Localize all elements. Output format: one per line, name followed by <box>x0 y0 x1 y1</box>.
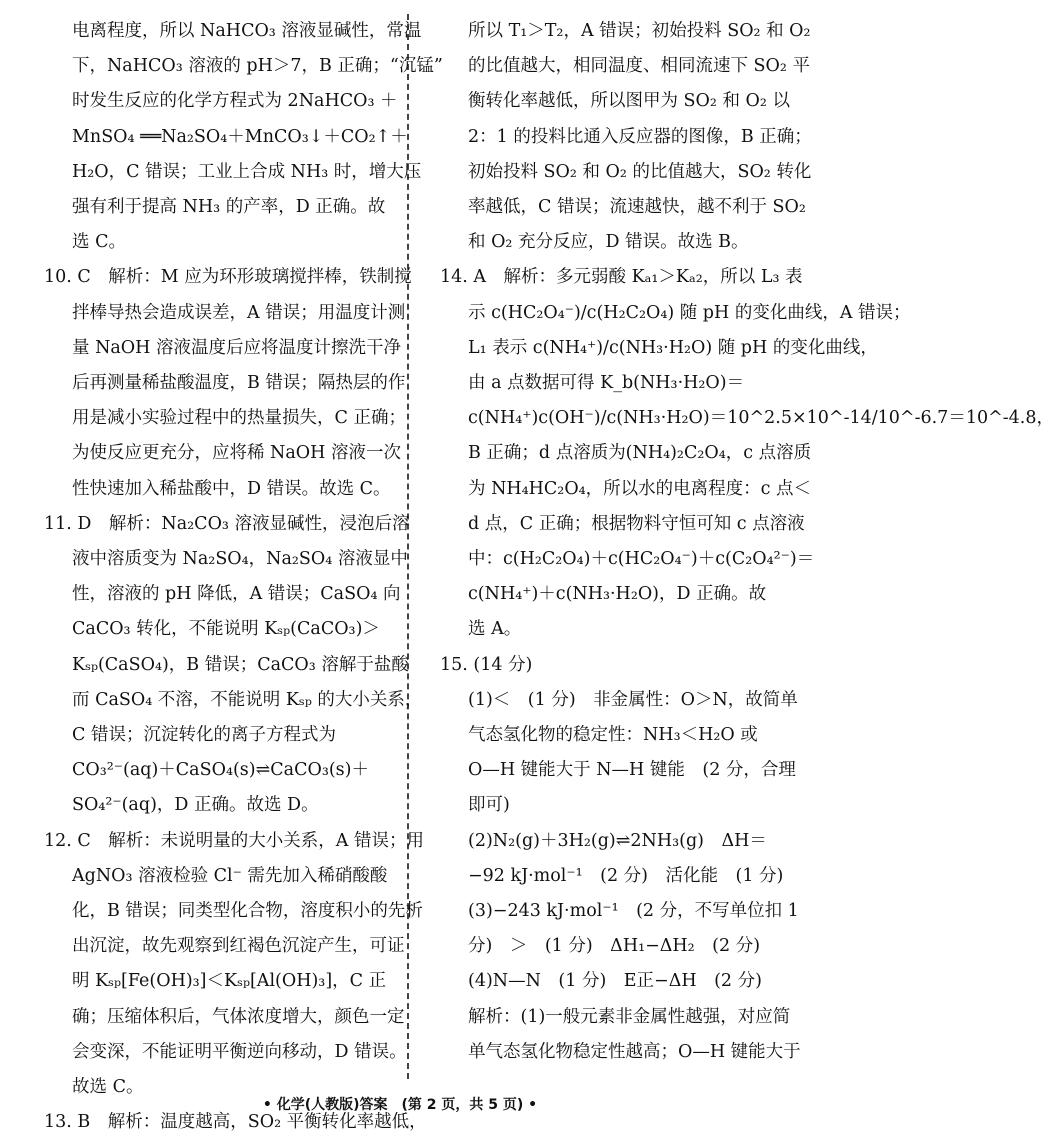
text-line: 化，B 错误；同类型化合物，溶度积小的先析 <box>72 901 423 922</box>
text-line: C 错误；沉淀转化的离子方程式为 <box>72 725 336 746</box>
answer-14-heading: 14. A 解析：多元弱酸 Kₐ₁＞Kₐ₂，所以 L₃ 表 <box>440 267 803 288</box>
text-line: (4)N—N (1 分) E正−ΔH (2 分) <box>468 971 762 992</box>
text-line: c(NH₄⁺)＋c(NH₃·H₂O)，D 正确。故 <box>468 584 767 605</box>
text-line: 拌棒导热会造成误差，A 错误；用温度计测 <box>72 302 406 323</box>
text-line: 量 NaOH 溶液温度后应将温度计擦洗干净 <box>72 337 401 358</box>
text-line: (2)N₂(g)＋3H₂(g)⇌2NH₃(g) ΔH＝ <box>468 830 767 851</box>
text-line: CO₃²⁻(aq)＋CaSO₄(s)⇌CaCO₃(s)＋ <box>72 760 369 781</box>
text-line: 强有利于提高 NH₃ 的产率，D 正确。故 <box>72 197 386 218</box>
text-line: 和 O₂ 充分反应，D 错误。故选 B。 <box>468 232 749 253</box>
text-line: 衡转化率越低，所以图甲为 SO₂ 和 O₂ 以 <box>468 91 790 112</box>
text-line: MnSO₄ ══Na₂SO₄＋MnCO₃↓＋CO₂↑＋ <box>72 126 408 147</box>
text-line: 为 NH₄HC₂O₄，所以水的电离程度：c 点＜ <box>468 478 812 499</box>
text-line: 电离程度，所以 NaHCO₃ 溶液显碱性，常温 <box>72 21 422 41</box>
text-line: 用是减小实验过程中的热量损失，C 正确； <box>72 408 406 429</box>
text-line: 故选 C。 <box>72 1077 144 1098</box>
text-line: (3)−243 kJ·mol⁻¹ (2 分，不写单位扣 1 <box>468 901 799 922</box>
text-line: 所以 T₁＞T₂，A 错误；初始投料 SO₂ 和 O₂ <box>468 21 811 41</box>
text-line: 气态氢化物的稳定性：NH₃＜H₂O 或 <box>468 725 758 746</box>
page-footer: • 化学(人教版)答案 (第 2 页，共 5 页) • <box>262 1097 538 1113</box>
answer-11-heading: 11. D 解析：Na₂CO₃ 溶液显碱性，浸泡后溶 <box>44 513 410 534</box>
text-line: 选 A。 <box>468 619 522 640</box>
text-line: O—H 键能大于 N—H 键能 (2 分，合理 <box>468 760 796 781</box>
formula-line: 示 c(HC₂O₄⁻)/c(H₂C₂O₄) 随 pH 的变化曲线，A 错误； <box>468 302 911 323</box>
text-line: d 点，C 正确；根据物料守恒可知 c 点溶液 <box>468 513 805 534</box>
text-line: 性快速加入稀盐酸中，D 错误。故选 C。 <box>72 478 391 499</box>
text-line: SO₄²⁻(aq)，D 正确。故选 D。 <box>72 795 319 816</box>
right-column <box>440 14 1054 1070</box>
text-line: 下，NaHCO₃ 溶液的 pH＞7，B 正确；“沉锰” <box>72 56 443 77</box>
text-line: 性，溶液的 pH 降低，A 错误；CaSO₄ 向 <box>72 584 401 605</box>
text-line: H₂O，C 错误；工业上合成 NH₃ 时，增大压 <box>72 161 422 182</box>
answer-12-heading: 12. C 解析：未说明量的大小关系，A 错误；用 <box>44 830 424 851</box>
text-line: 单气态氢化物稳定性越高；O—H 键能大于 <box>468 1041 801 1062</box>
text-line: 为使反应更充分，应将稀 NaOH 溶液一次 <box>72 443 401 464</box>
text-line: 后再测量稀盐酸温度，B 错误；隔热层的作 <box>72 373 406 394</box>
text-line: 解析：(1)一般元素非金属性越强，对应简 <box>468 1006 791 1027</box>
text-line: Kₛₚ(CaSO₄)，B 错误；CaCO₃ 溶解于盐酸 <box>72 654 409 675</box>
text-line: 即可) <box>468 795 510 816</box>
answer-15-heading: 15. (14 分) <box>440 654 533 675</box>
text-line: 中：c(H₂C₂O₄)＋c(HC₂O₄⁻)＋c(C₂O₄²⁻)＝ <box>468 549 815 570</box>
text-line: AgNO₃ 溶液检验 Cl⁻ 需先加入稀硝酸酸 <box>72 865 388 886</box>
text-line: 率越低，C 错误；流速越快，越不利于 SO₂ <box>468 197 806 218</box>
text-line: 而 CaSO₄ 不溶，不能说明 Kₛₚ 的大小关系， <box>72 689 423 710</box>
text-line: 初始投料 SO₂ 和 O₂ 的比值越大，SO₂ 转化 <box>468 161 812 182</box>
text-line: 的比值越大，相同温度、相同流速下 SO₂ 平 <box>468 56 810 77</box>
text-line: 分) ＞ (1 分) ΔH₁−ΔH₂ (2 分) <box>468 936 761 957</box>
text-line: 出沉淀，故先观察到红褐色沉淀产生，可证 <box>72 936 405 957</box>
text-line: 选 C。 <box>72 232 126 253</box>
text-line: 液中溶质变为 Na₂SO₄，Na₂SO₄ 溶液显中 <box>72 549 408 570</box>
formula-line: L₁ 表示 c(NH₄⁺)/c(NH₃·H₂O) 随 pH 的变化曲线， <box>468 337 878 358</box>
text-line: 2：1 的投料比通入反应器的图像，B 正确； <box>468 126 812 147</box>
text-line: −92 kJ·mol⁻¹ (2 分) 活化能 (1 分) <box>468 865 784 886</box>
answer-13-heading: 13. B 解析：温度越高，SO₂ 平衡转化率越低， <box>44 1112 427 1133</box>
formula-line: c(NH₄⁺)c(OH⁻)/c(NH₃·H₂O)＝10^2.5×10^-14/10^-6.7＝10^-4.8， <box>468 408 1054 429</box>
text-line: 会变深，不能证明平衡逆向移动，D 错误。 <box>72 1041 407 1062</box>
text-line: 由 a 点数据可得 K_b(NH₃·H₂O)＝ <box>468 373 745 394</box>
text-line: 确；压缩体积后，气体浓度增大，颜色一定 <box>72 1006 405 1027</box>
text-line: B 正确；d 点溶质为(NH₄)₂C₂O₄，c 点溶质 <box>468 443 812 464</box>
answer-10-heading: 10. C 解析：M 应为环形玻璃搅拌棒，铁制搅 <box>44 267 412 288</box>
text-line: (1)＜ (1 分) 非金属性：O＞N，故简单 <box>468 689 798 710</box>
text-line: CaCO₃ 转化，不能说明 Kₛₚ(CaCO₃)＞ <box>72 619 380 640</box>
text-line: 明 Kₛₚ[Fe(OH)₃]＜Kₛₚ[Al(OH)₃]，C 正 <box>72 971 387 992</box>
text-line: 时发生反应的化学方程式为 2NaHCO₃ ＋ <box>72 91 398 112</box>
